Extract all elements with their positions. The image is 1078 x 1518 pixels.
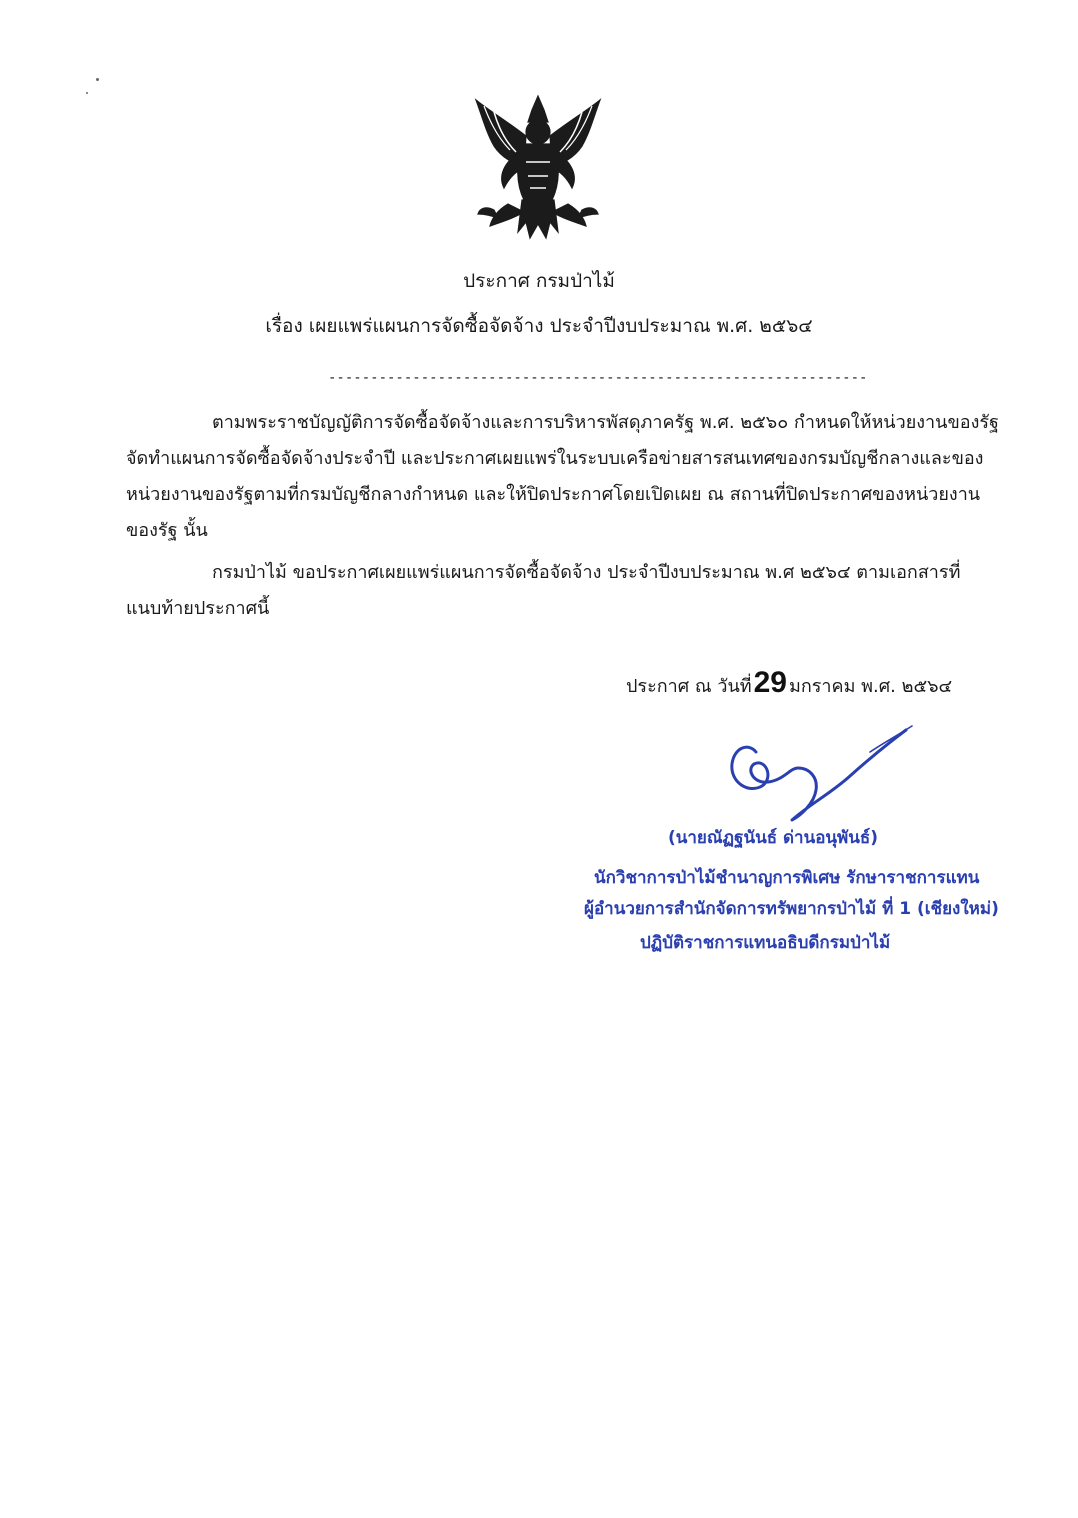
scan-speck bbox=[96, 78, 99, 81]
signatory-position-1: นักวิชาการป่าไม้ชำนาญการพิเศษ รักษาราชการแทน bbox=[594, 868, 980, 888]
paragraph-1-line-1: ตามพระราชบัญญัติการจัดซื้อจัดจ้างและการบริหารพัสดุภาครัฐ พ.ศ. ๒๕๖๐ กำหนดให้หน่วยงานของรัฐ bbox=[212, 412, 999, 433]
date-day: 29 bbox=[753, 666, 787, 699]
signatory-name: (นายณัฏฐนันธ์ ด่านอนุพันธ์) bbox=[668, 828, 879, 848]
paragraph-2-line-1: กรมป่าไม้ ขอประกาศเผยแพร่แผนการจัดซื้อจัดจ้าง ประจำปีงบประมาณ พ.ศ ๒๕๖๔ ตามเอกสารที่ bbox=[212, 562, 961, 583]
date-prefix: ประกาศ ณ วันที่ bbox=[626, 676, 752, 697]
paragraph-1-line-4: ของรัฐ นั้น bbox=[126, 520, 208, 541]
announcement-date bbox=[626, 668, 952, 702]
announcement-title: ประกาศ กรมป่าไม้ bbox=[463, 270, 615, 292]
paragraph-1-line-2: จัดทำแผนการจัดซื้อจัดจ้างประจำปี และประกาศเผยแพร่ในระบบเครือข่ายสารสนเทศของกรมบัญชีกลางและของ bbox=[126, 448, 984, 469]
date-month-year: มกราคม พ.ศ. ๒๕๖๔ bbox=[789, 676, 953, 697]
announcement-subject: เรื่อง เผยแพร่แผนการจัดซื้อจัดจ้าง ประจำปีงบประมาณ พ.ศ. ๒๕๖๔ bbox=[265, 315, 813, 337]
paragraph-2-line-2: แนบท้ายประกาศนี้ bbox=[126, 598, 270, 619]
garuda-emblem-icon bbox=[468, 92, 608, 244]
scan-speck bbox=[86, 92, 88, 94]
handwritten-signature bbox=[720, 712, 920, 822]
title-separator: ---------------------------------------------------------------- bbox=[328, 370, 868, 386]
signatory-position-3: ปฏิบัติราชการแทนอธิบดีกรมป่าไม้ bbox=[640, 933, 891, 953]
paragraph-1-line-3: หน่วยงานของรัฐตามที่กรมบัญชีกลางกำหนด และให้ปิดประกาศโดยเปิดเผย ณ สถานที่ปิดประกาศของหน่วยงาน bbox=[126, 484, 981, 505]
signatory-position-2: ผู้อำนวยการสำนักจัดการทรัพยากรป่าไม้ ที่ 1 (เชียงใหม่) bbox=[584, 899, 999, 919]
